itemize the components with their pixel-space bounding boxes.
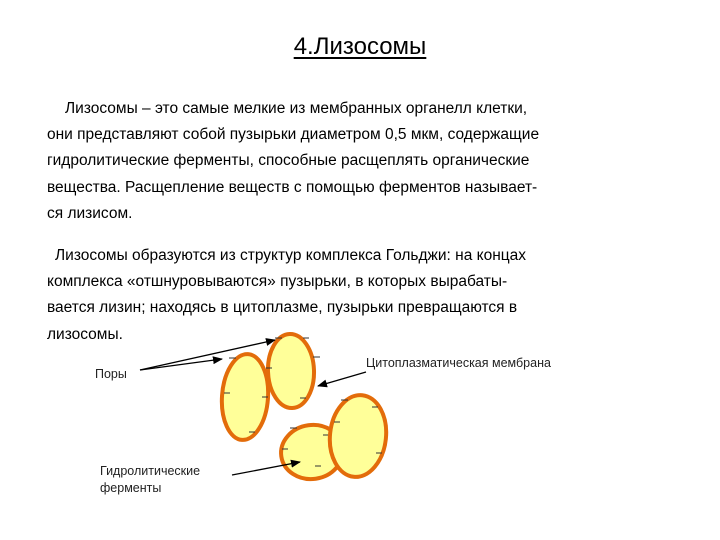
lysosome <box>219 353 271 442</box>
text-line: гидролитические ферменты, способные расщеплять органические <box>47 152 530 170</box>
label-enzymes <box>100 463 260 497</box>
text-line: Лизосомы образуются из структур комплекса Гольджи: на концах <box>55 247 527 264</box>
text-line: они представляют собой пузырьки диаметром 0,5 мкм, содержащие <box>47 126 540 144</box>
text-line: комплекса «отшнуровываются» пузырьки, в которых вырабаты- <box>47 273 508 291</box>
label-pores: Поры <box>95 367 127 381</box>
text-line: лизосомы. <box>47 325 123 343</box>
membrane-arrow <box>318 372 366 386</box>
text-line: вается лизин; находясь в цитоплазме, пузырьки превращаются в <box>47 299 518 317</box>
lysosome <box>266 333 320 409</box>
text-line: Лизосомы – это самые мелкие из мембранных органелл клетки, <box>65 100 528 117</box>
lysosome <box>326 392 390 479</box>
text-line: ся лизисом. <box>47 204 133 222</box>
text-line: вещества. Расщепление веществ с помощью ферментов называет- <box>47 178 538 196</box>
lysosome-membrane <box>326 392 390 479</box>
lysosome-membrane <box>267 333 316 409</box>
slide-title: 4.Лизосомы <box>293 33 427 60</box>
label-enzymes-line: Гидролитические <box>100 464 201 478</box>
label-membrane: Цитоплазматическая мембрана <box>366 356 551 370</box>
label-enzymes-line: ферменты <box>100 481 162 495</box>
